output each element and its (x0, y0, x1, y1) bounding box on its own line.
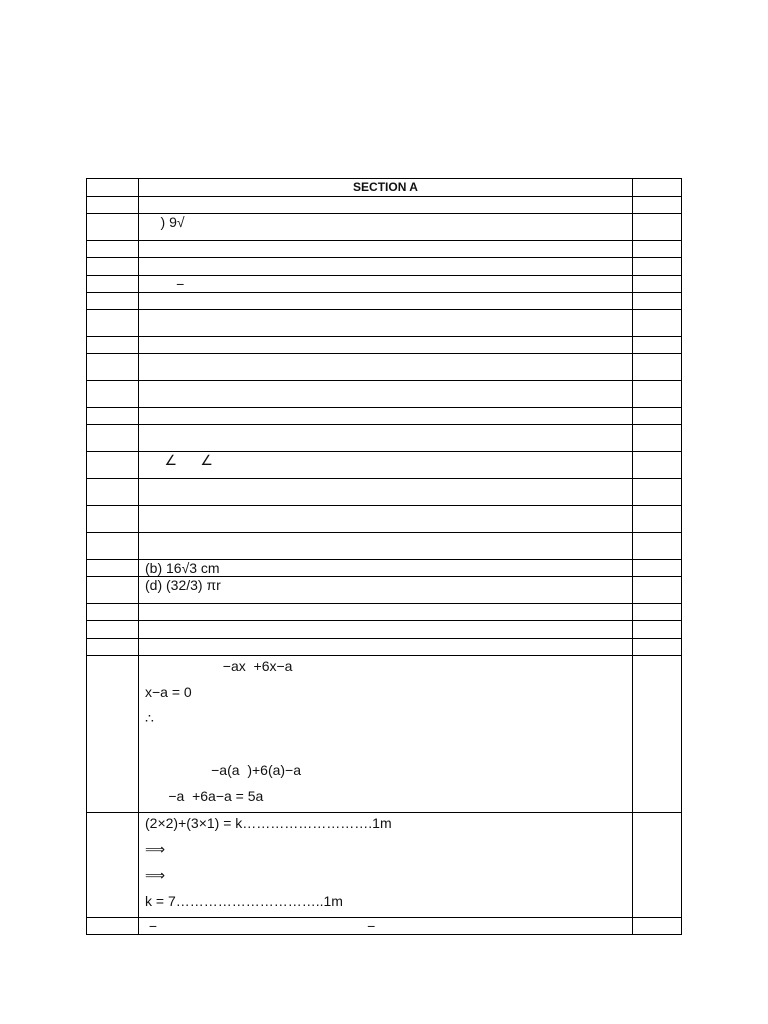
table-row (87, 918, 682, 935)
table-row (87, 560, 682, 577)
answer-text: ∠ ∠ (145, 452, 213, 468)
section-header-row (87, 179, 682, 197)
answer-table (86, 178, 682, 935)
table-row (87, 293, 682, 310)
answer-text: (d) (32/3) πr (145, 577, 221, 593)
table-row (87, 452, 682, 479)
answer-text: − (145, 276, 185, 292)
table-row (87, 506, 682, 533)
section-title: SECTION A (139, 179, 633, 197)
table-row (87, 241, 682, 258)
table-row (87, 276, 682, 293)
table-row (87, 425, 682, 452)
table-row (87, 533, 682, 560)
table-row-q21 (87, 656, 682, 813)
answer-working: −ax +6x−a x−a = 0 ∴ −a(a )+6(a)−a −a +6a−a = 5a (139, 656, 633, 813)
table-row (87, 577, 682, 604)
table-row (87, 479, 682, 506)
qno-cell (87, 179, 139, 197)
table-row-q22 (87, 813, 682, 918)
table-row (87, 310, 682, 337)
answer-text: − − (145, 918, 376, 934)
table-row (87, 604, 682, 621)
answer-working: (2×2)+(3×1) = k……………………….1m ⟹ ⟹ k = 7…………………………..1m (139, 813, 633, 918)
marks-cell (633, 179, 682, 197)
answer-key-sheet (86, 178, 682, 935)
answer-text: (b) 16√3 cm (145, 560, 220, 576)
answer-text: ) 9√ (145, 214, 185, 230)
table-row (87, 381, 682, 408)
table-row (87, 214, 682, 241)
table-row (87, 258, 682, 276)
table-row (87, 639, 682, 656)
table-row (87, 337, 682, 354)
table-row (87, 408, 682, 425)
table-row (87, 621, 682, 639)
table-row (87, 197, 682, 214)
table-row (87, 354, 682, 381)
